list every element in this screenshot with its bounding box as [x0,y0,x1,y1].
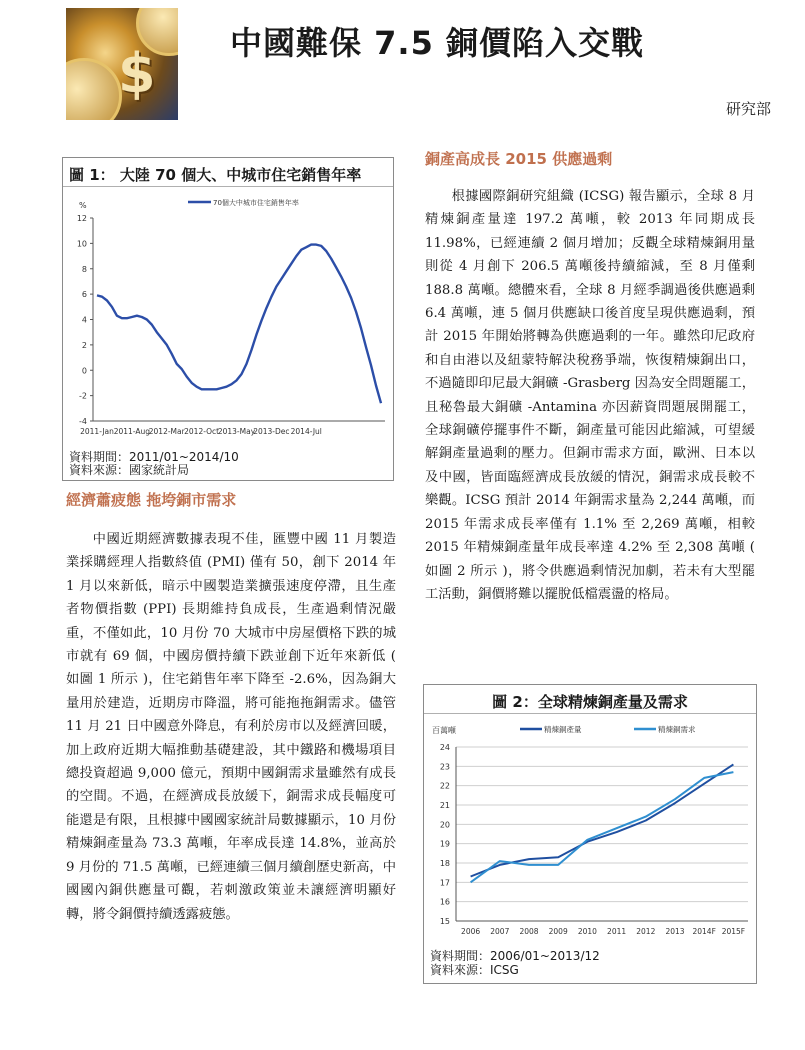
legend-label-1: 精煉銅產量 [544,725,582,734]
section2-paragraph: 根據國際銅研究組織 (ICSG) 報告顯示，全球 8 月精煉銅產量達 197.2 萬噸，較 2013 年同期成長 11.98%，已經連續 2 個月增加；反觀全球精煉銅用量則從 4 月創下 206.5 萬噸後持續縮減，至 8 月僅剩 188.8 萬噸。總體來看，全球 8 月經季調過後供應過剩 6.4 萬噸，連 5 個月供應缺口後首度呈現供應過剩，預計 2015 年開始將轉為供應過剩的一年。雖然印尼政府和自由港以及紐蒙特解決稅務爭端，恢復精煉銅出口，不過隨即印尼最大銅礦 -Grasberg 因為安全問題罷工，且秘魯最大銅礦 -Antamina 亦因薪資問題展開罷工，全球銅礦停擺事件不斷，銅產量可能因此縮減，可望緩解銅產量過剩的壓力。但銅市需求方面，歐洲、日本以及中國，皆面臨經濟成長放緩的情況，銅需求成長較不樂觀。ICSG 預計 2014 年銅需求量為 2,244 萬噸，而 2015 年需求成長率僅有 1.1% 至 2,269 萬噸，相較 2015 年精煉銅產量年成長率達 4.2% 至 2,308 萬噸 ( 如圖 2 所示 )，將令供應過剩情況加劇，若未有大型罷工活動，銅價將難以擺脫低檔震盪的格局。 [425,189,755,602]
y-tick-label: 6 [81,290,87,300]
section1-paragraph: 中國近期經濟數據表現不佳，匯豐中國 11 月製造業採購經理人指數終值 (PMI) 僅有 50，創下 2014 年 1 月以來新低，暗示中國製造業擴張速度停滯，且生產者物價指數 (PPI) 長期維持負成長，生產過剩情況嚴重，不僅如此，10 月份 70 大城市中房屋價格下跌的城市就有 69 個，中國房價持續下跌並創下近年來新低 ( 如圖 1 所示 )，住宅銷售年率下降至 -2.6%，因為銅大量用於建造，近期房市降溫，將可能拖拖銅需求。儘管 11 月 21 日中國意外降息，有利於房市以及經濟回暖，加上政府近期大幅推動基礎建設，其中鐵路和機場項目總投資超過 9,000 億元，預期中國銅需求量雖然有成長的空間。不過，在經濟成長放緩下，銅需求成長幅度可能還是有限，且根據中國國家統計局數據顯示，10 月份精煉銅產量為 73.3 萬噸，年率成長達 14.8%，並高於 9 月份的 71.5 萬噸，已經連續三個月續創歷史新高，中國國內銅供應量可觀，若刺激政策並未讓經濟明顯好轉，將令銅價持續透露疲態。 [66,532,396,922]
y-tick-label: 2 [81,340,87,350]
figure2-period: 資料期間：2006/01~2013/12 [430,949,600,963]
figure2-chart [424,715,756,947]
y-tick-label: 22 [439,781,450,791]
y-axis-unit: % [79,201,87,210]
x-tick-label: 2013-Dec [253,427,290,436]
y-tick-label: 0 [81,366,87,376]
y-tick-label: 23 [439,762,450,772]
legend-label: 70個大中城市住宅銷售年率 [213,199,299,207]
y-tick-label: 17 [439,878,450,888]
y-tick-label: 19 [439,839,450,849]
figure1-title: 圖 1： 大陸 70 個大、中城市住宅銷售年率 [69,166,362,184]
y-tick-label: 4 [81,315,87,325]
y-tick-label: 16 [439,897,450,907]
figure2-title: 圖 2：全球精煉銅產量及需求 [492,693,688,711]
x-tick-label: 2014F [692,927,716,936]
y-tick-label: 24 [439,743,450,752]
page-title: 中國難保 7.5 銅價陷入交戰 [230,24,644,62]
y-tick-label: 21 [439,801,450,810]
x-tick-label: 2014-Jul [290,427,322,436]
y-tick-label: 18 [439,859,450,868]
series-line-2 [471,772,734,882]
y-axis-unit: 百萬噸 [432,726,456,735]
x-tick-label: 2007 [490,927,510,936]
x-tick-label: 2013 [665,927,685,936]
figure1-period: 資料期間：2011/01~2014/10 [69,450,239,464]
section2-heading: 銅產高成長 2015 供應過剩 [425,150,613,168]
x-tick-label: 2010 [577,927,597,936]
section1-heading: 經濟蕭疲態 拖垮銅市需求 [66,491,237,509]
x-tick-label: 2011 [607,927,627,936]
figure1-divider [63,186,393,187]
figure2-divider [424,713,756,714]
y-tick-label: 20 [439,820,450,830]
y-tick-label: 10 [76,239,87,249]
figure2-box [423,684,757,984]
y-tick-label: -4 [79,417,87,426]
x-tick-label: 2015F [721,927,746,936]
y-tick-label: 8 [81,264,87,274]
header-logo: $ [66,8,178,120]
x-tick-label: 2008 [519,927,539,936]
figure1-chart [63,188,393,443]
figure2-source: 資料來源：ICSG [430,963,519,977]
x-tick-label: 2011-Aug [113,427,151,436]
y-tick-label: -2 [79,391,87,401]
figure1-box [62,157,394,481]
series-line [97,245,381,404]
y-tick-label: 15 [439,917,450,926]
series-line-1 [471,764,734,876]
legend-label-2: 精煉銅需求 [658,725,696,734]
x-tick-label: 2013-May [217,427,256,436]
y-tick-label: 12 [76,214,87,223]
x-tick-label: 2012 [636,927,656,936]
x-tick-label: 2011-Jan [80,427,114,436]
x-tick-label: 2009 [548,927,568,936]
x-tick-label: 2012-Oct [184,427,220,436]
figure1-source: 資料來源：國家統計局 [69,463,190,477]
x-tick-label: 2006 [461,927,481,936]
x-tick-label: 2012-Mar [148,427,185,436]
department-label: 研究部 [725,100,771,118]
